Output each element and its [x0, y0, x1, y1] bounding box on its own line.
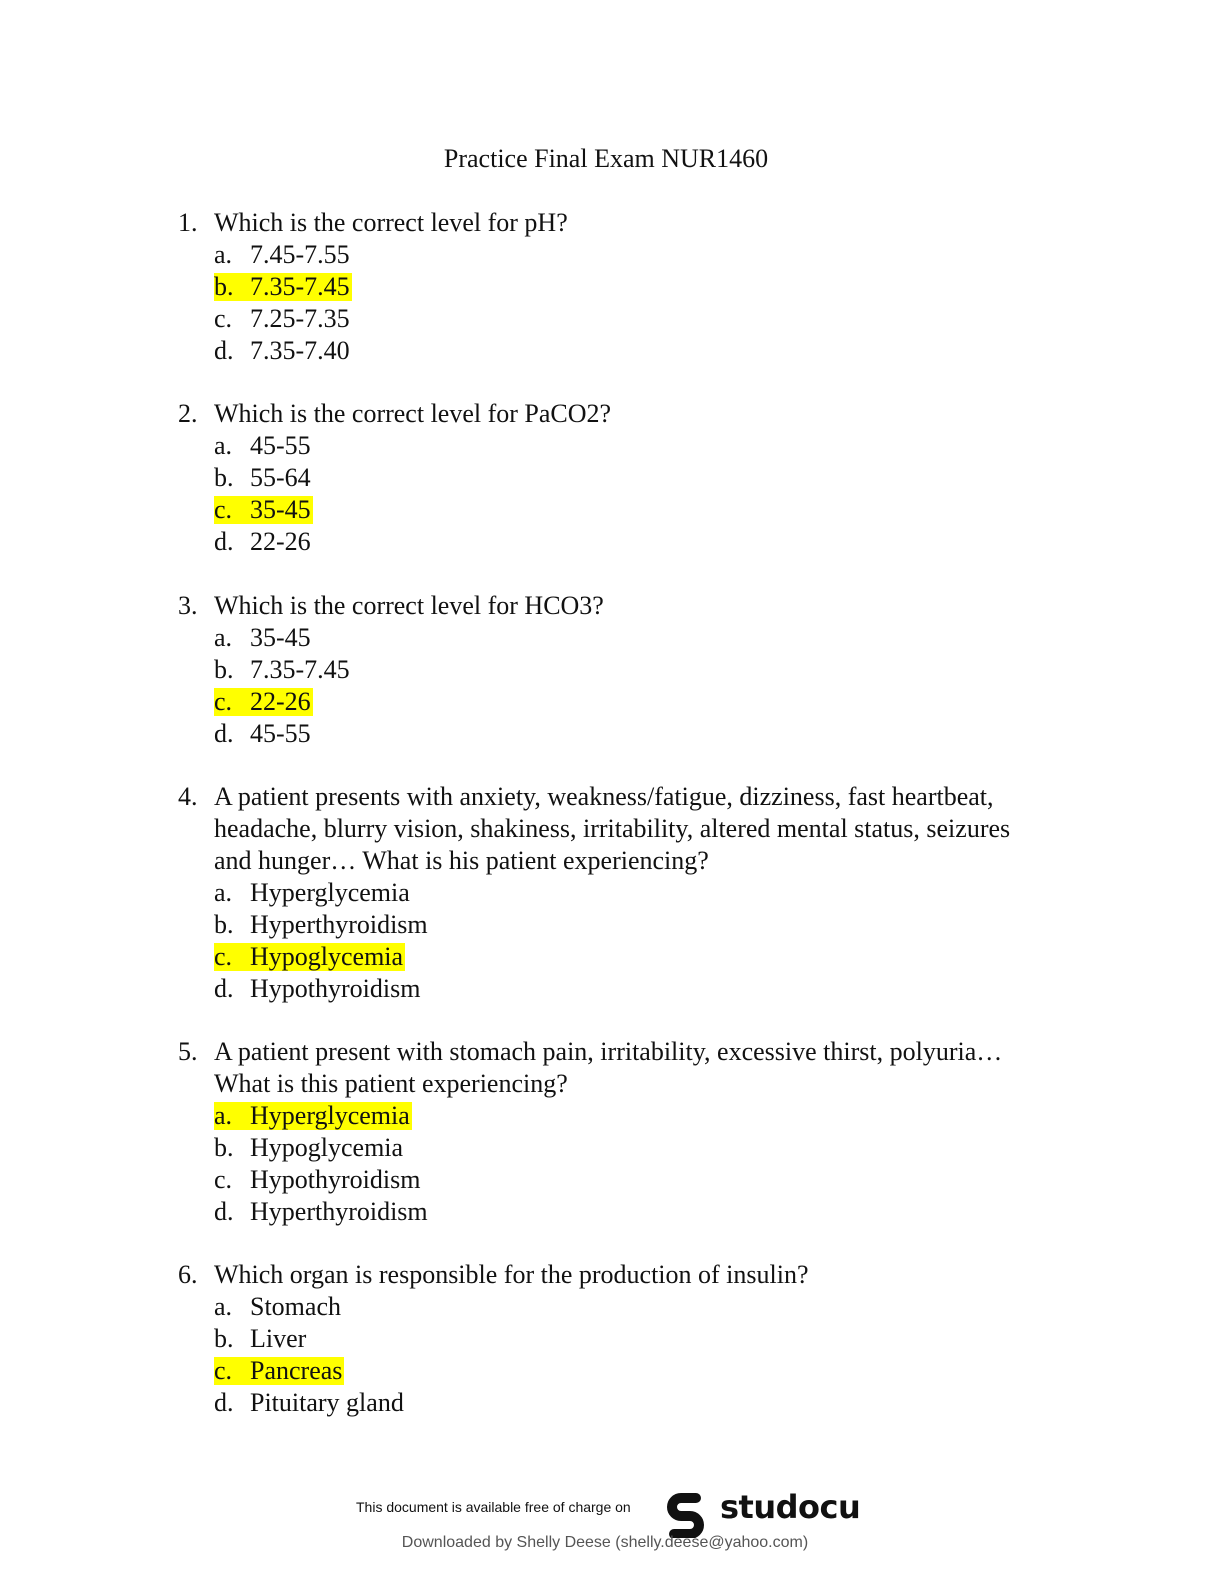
answer-option-c	[214, 941, 1078, 973]
answer-option-body	[214, 1293, 343, 1321]
studocu-logo[interactable]	[666, 1486, 866, 1536]
question-stem	[178, 781, 1078, 877]
answer-option-b	[214, 271, 1078, 303]
question-1	[178, 207, 1078, 367]
question-3	[178, 590, 1078, 750]
answer-option-b	[214, 462, 1078, 494]
option-letter: a.	[214, 1292, 233, 1321]
answer-option-body	[214, 911, 430, 939]
answer-options	[178, 430, 1078, 558]
option-letter: b.	[214, 272, 234, 301]
option-letter: d.	[214, 1197, 234, 1226]
option-letter: c.	[214, 687, 233, 716]
option-text: 45-55	[250, 719, 311, 748]
option-letter: b.	[214, 1133, 234, 1162]
option-text: 7.25-7.35	[250, 304, 350, 333]
option-text: Pituitary gland	[250, 1388, 404, 1417]
answer-option-d	[214, 1196, 1078, 1228]
option-letter: a.	[214, 878, 233, 907]
option-text: Liver	[250, 1324, 307, 1353]
answer-option-b	[214, 909, 1078, 941]
option-text: Pancreas	[250, 1356, 343, 1385]
question-number: 6.	[178, 1260, 198, 1289]
page-footer	[0, 1486, 1224, 1584]
question-stem	[178, 590, 1078, 622]
answer-option-c	[214, 494, 1078, 526]
answer-option-body	[214, 528, 313, 556]
question-number: 3.	[178, 591, 198, 620]
studocu-logo-icon	[666, 1492, 714, 1538]
question-text: Which organ is responsible for the production of insulin?	[214, 1260, 809, 1289]
option-text: Hypoglycemia	[250, 942, 404, 971]
answer-option-d	[214, 526, 1078, 558]
answer-option-body	[214, 656, 352, 684]
answer-option-body	[214, 1166, 422, 1194]
option-text: Hyperglycemia	[250, 878, 410, 907]
answer-options	[178, 239, 1078, 367]
answer-option-d	[214, 718, 1078, 750]
question-text-line: What is this patient experiencing?	[214, 1069, 568, 1098]
option-letter: d.	[214, 1388, 234, 1417]
highlighted-answer	[214, 688, 313, 716]
question-stem	[178, 1259, 1078, 1291]
option-letter: b.	[214, 655, 234, 684]
answer-option-body	[214, 337, 352, 365]
option-text: 22-26	[250, 687, 311, 716]
highlighted-answer	[214, 1357, 344, 1385]
answer-option-c	[214, 303, 1078, 335]
question-2	[178, 398, 1078, 558]
option-text: 55-64	[250, 463, 311, 492]
option-text: Hyperthyroidism	[250, 1197, 428, 1226]
option-text: Hyperthyroidism	[250, 910, 428, 939]
answer-option-a	[214, 622, 1078, 654]
answer-option-b	[214, 1132, 1078, 1164]
answer-option-body	[214, 624, 313, 652]
answer-option-body	[214, 1325, 308, 1353]
question-text-line: and hunger… What is his patient experiencing?	[214, 846, 709, 875]
question-number: 4.	[178, 782, 198, 811]
option-letter: a.	[214, 623, 233, 652]
option-letter: c.	[214, 304, 233, 333]
answer-options	[178, 1100, 1078, 1228]
answer-option-a	[214, 430, 1078, 462]
option-text: 7.35-7.45	[250, 272, 350, 301]
option-letter: d.	[214, 719, 234, 748]
question-number: 2.	[178, 399, 198, 428]
answer-option-c	[214, 1355, 1078, 1387]
option-letter: a.	[214, 1101, 233, 1130]
answer-option-body	[214, 975, 422, 1003]
question-text-line: A patient present with stomach pain, irritability, excessive thirst, polyuria…	[214, 1037, 1003, 1066]
highlighted-answer	[214, 943, 405, 971]
option-letter: b.	[214, 1324, 234, 1353]
option-text: 22-26	[250, 527, 311, 556]
answer-option-c	[214, 1164, 1078, 1196]
option-text: 7.35-7.45	[250, 655, 350, 684]
answer-option-d	[214, 1387, 1078, 1419]
answer-options	[178, 1291, 1078, 1419]
option-letter: d.	[214, 974, 234, 1003]
option-text: 7.45-7.55	[250, 240, 350, 269]
answer-option-body	[214, 1389, 406, 1417]
question-stem	[178, 1036, 1078, 1100]
brand-wordmark: studocu	[720, 1488, 861, 1526]
option-letter: b.	[214, 463, 234, 492]
availability-notice: This document is available free of charge on	[356, 1499, 631, 1515]
answer-option-a	[214, 1291, 1078, 1323]
option-letter: c.	[214, 1165, 233, 1194]
question-text: Which is the correct level for PaCO2?	[214, 399, 612, 428]
answer-option-body	[214, 1198, 430, 1226]
question-stem	[178, 398, 1078, 430]
option-letter: d.	[214, 336, 234, 365]
answer-option-b	[214, 654, 1078, 686]
answer-option-a	[214, 877, 1078, 909]
option-text: Hypothyroidism	[250, 1165, 421, 1194]
option-letter: b.	[214, 910, 234, 939]
question-number: 1.	[178, 208, 198, 237]
question-4	[178, 781, 1078, 1005]
option-letter: c.	[214, 942, 233, 971]
highlighted-answer	[214, 273, 352, 301]
question-text-line: A patient presents with anxiety, weakness/fatigue, dizziness, fast heartbeat,	[214, 782, 994, 811]
highlighted-answer	[214, 496, 313, 524]
question-text-line: headache, blurry vision, shakiness, irritability, altered mental status, seizures	[214, 814, 1011, 843]
answer-option-b	[214, 1323, 1078, 1355]
answer-options	[178, 622, 1078, 750]
question-stem	[178, 207, 1078, 239]
answer-option-body	[214, 1134, 405, 1162]
answer-option-a	[214, 239, 1078, 271]
answer-option-c	[214, 686, 1078, 718]
option-letter: d.	[214, 527, 234, 556]
answer-option-a	[214, 1100, 1078, 1132]
option-text: 7.35-7.40	[250, 336, 350, 365]
option-letter: c.	[214, 1356, 233, 1385]
answer-option-body	[214, 879, 412, 907]
option-text: 35-45	[250, 623, 311, 652]
question-5	[178, 1036, 1078, 1228]
answer-option-body	[214, 305, 352, 333]
option-text: 35-45	[250, 495, 311, 524]
answer-options	[178, 877, 1078, 1005]
question-6	[178, 1259, 1078, 1419]
option-text: Hyperglycemia	[250, 1101, 410, 1130]
answer-option-body	[214, 464, 313, 492]
answer-option-body	[214, 241, 352, 269]
option-letter: a.	[214, 240, 233, 269]
downloaded-by-notice: Downloaded by Shelly Deese (shelly.deese@yahoo.com)	[401, 1534, 809, 1551]
option-text: Hypoglycemia	[250, 1133, 404, 1162]
highlighted-answer	[214, 1102, 412, 1130]
answer-option-d	[214, 973, 1078, 1005]
option-letter: a.	[214, 431, 233, 460]
question-text: Which is the correct level for pH?	[214, 208, 568, 237]
answer-option-body	[214, 720, 313, 748]
answer-option-body	[214, 432, 313, 460]
option-letter: c.	[214, 495, 233, 524]
option-text: 45-55	[250, 431, 311, 460]
option-text: Hypothyroidism	[250, 974, 421, 1003]
question-number: 5.	[178, 1037, 198, 1066]
option-text: Stomach	[250, 1292, 341, 1321]
page-title: Practice Final Exam NUR1460	[443, 144, 769, 173]
question-text: Which is the correct level for HCO3?	[214, 591, 604, 620]
answer-option-d	[214, 335, 1078, 367]
